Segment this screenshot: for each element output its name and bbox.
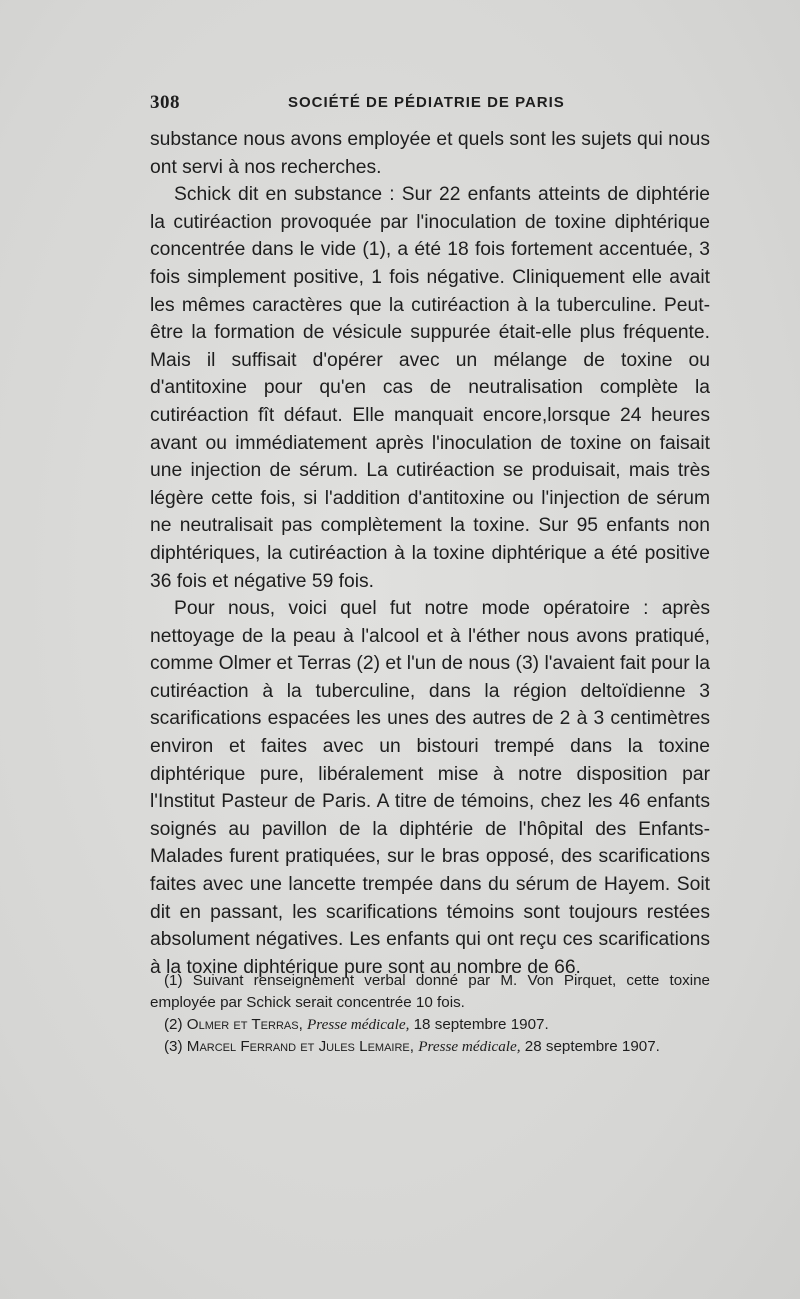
footnotes xyxy=(150,970,710,1058)
footnote-2-number: (2) xyxy=(164,1016,183,1033)
footnote-2-journal: Presse médicale, xyxy=(307,1016,410,1033)
page-header xyxy=(150,92,710,114)
paragraph-1: substance nous avons employée et quels sont les sujets qui nous ont servi à nos recherches. xyxy=(150,129,710,178)
body-text xyxy=(150,126,710,981)
footnote-3-date: 28 septembre 1907. xyxy=(524,1038,660,1055)
paragraph-3: Pour nous, voici quel fut notre mode opératoire : après nettoyage de la peau à l'alcool et à l'éther nous avons pratiqué, comme Olmer et Terras (2) et l'un de nous (3) l'avaient fait pour la cutiréaction à la tuberculine, dans la région deltoïdienne 3 scarifications espacées les unes des autres de 2 à 3 centimètres environ et faites avec un bistouri trempé dans la toxine diphtérique pure, libéralement mise à notre disposition par l'Institut Pasteur de Paris. A titre de témoins, chez les 46 enfants soignés au pavillon de la diphtérie de l'hôpital des Enfants-Malades furent pratiquées, sur le bras opposé, des scarifications faites avec une lancette trempée dans du sérum de Hayem. Soit dit en passant, les scarifications témoins sont toujours restées absolument négatives. Les enfants qui ont reçu ces scarifications à la toxine diphtérique pure sont au nombre de 66. xyxy=(150,598,710,978)
footnote-2 xyxy=(150,1014,710,1036)
footnote-2-date: 18 septembre 1907. xyxy=(413,1016,549,1033)
footnote-1: (1) Suivant renseignement verbal donné par M. Von Pirquet, cette toxine employée par Schick serait concentrée 10 fois. xyxy=(150,972,710,1011)
footnote-3-number: (3) xyxy=(164,1038,183,1055)
footnote-3-authors: Marcel Ferrand et Jules Lemaire, xyxy=(186,1038,414,1055)
footnote-2-authors: Olmer et Terras, xyxy=(186,1016,303,1033)
running-title: SOCIÉTÉ DE PÉDIATRIE DE PARIS xyxy=(288,94,565,111)
paragraph-2: Schick dit en substance : Sur 22 enfants atteints de diphtérie la cutiréaction provoquée par l'inoculation de toxine diphtérique concentrée dans le vide (1), a été 18 fois fortement accentuée, 3 fois simplement positive, 1 fois négative. Cliniquement elle avait les mêmes caractères que la cutiréaction à la tuberculine. Peut-être la formation de vésicule suppurée était-elle plus fréquente. Mais il suffisait d'opérer avec un mélange de toxine ou d'antitoxine pour qu'en cas de neutralisation complète la cutiréaction fît défaut. Elle manquait encore,lorsque 24 heures avant ou immédiatement après l'inoculation de toxine on faisait une injection de sérum. La cutiréaction se produisait, mais très légère cette fois, si l'addition d'antitoxine ou l'injection de sérum ne neutralisait pas complètement la toxine. Sur 95 enfants non diphtériques, la cutiréaction à la toxine diphtérique a été positive 36 fois et négative 59 fois. xyxy=(150,184,710,592)
footnote-3 xyxy=(150,1036,710,1058)
page-number: 308 xyxy=(150,92,180,113)
footnote-3-journal: Presse médicale, xyxy=(418,1038,521,1055)
